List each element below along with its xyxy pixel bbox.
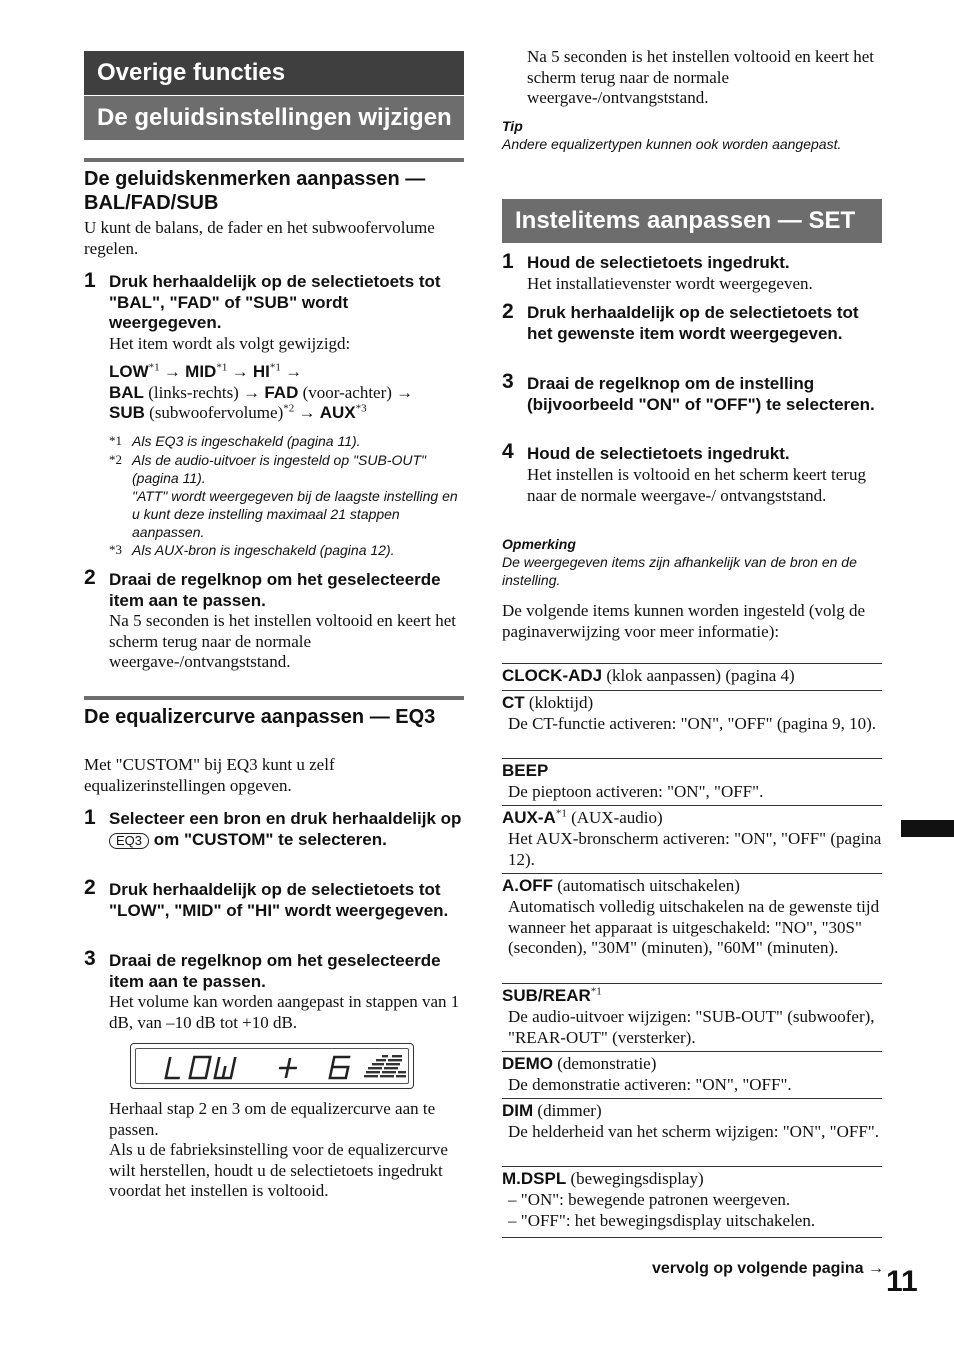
- intro-eq3: Met "CUSTOM" bij EQ3 kunt u zelf equalizerinstellingen opgeven.: [84, 755, 335, 795]
- step-body: Het instellen is voltooid en het scherm keert terug naar de normale weergave-/ ontvangststand.: [527, 465, 866, 505]
- section-band-geluid: [84, 96, 464, 140]
- section-rule: [84, 696, 464, 700]
- section-band-overige-functies: [84, 51, 464, 95]
- eq3-button: EQ3: [109, 833, 149, 849]
- step-number: 4: [502, 440, 514, 463]
- note-heading: Opmerking: [502, 536, 576, 552]
- section-band-set: [502, 199, 882, 243]
- step-body: Het item wordt als volgt gewijzigd:: [109, 334, 351, 353]
- step-number: 3: [84, 947, 96, 970]
- step-text: Houd de selectietoets ingedrukt.: [527, 253, 790, 272]
- footnote-3: *3 Als AUX-bron is ingeschakeld (pagina 12).: [109, 542, 395, 558]
- intro-bal: U kunt de balans, de fader en het subwoofervolume regelen.: [84, 218, 435, 258]
- arrow-right-icon: →: [868, 1260, 884, 1277]
- item-demo: DEMO (demonstratie) De demonstratie activeren: "ON", "OFF".: [502, 1051, 882, 1099]
- step-number: 1: [502, 250, 514, 273]
- tip-heading: Tip: [502, 118, 523, 134]
- section-tab-marker: [901, 820, 954, 837]
- footnote-1: *1 Als EQ3 is ingeschakeld (pagina 11).: [109, 433, 361, 449]
- item-aux-a: AUX-$A^{*1}$ (AUX-audio) Het AUX-bronscherm activeren: "ON", "OFF" (pagina 12).: [502, 805, 882, 874]
- step-number: 1: [84, 269, 96, 292]
- items-intro: De volgende items kunnen worden ingesteld (volg de paginaverwijzing voor meer informatie):: [502, 601, 866, 641]
- section-rule: [84, 158, 464, 162]
- step-number: 3: [502, 370, 514, 393]
- continued-body: Na 5 seconden is het instellen voltooid en keert het scherm terug naar de normale weergave-/ontvangststand.: [527, 47, 874, 107]
- step-number: 2: [84, 566, 96, 589]
- step-number: 1: [84, 806, 96, 829]
- after-text-1: Herhaal stap 2 en 3 om de equalizercurve aan te passen.: [109, 1099, 436, 1139]
- step-number: 2: [502, 300, 514, 323]
- band-title: Overige functies: [97, 59, 286, 86]
- step-text: Druk herhaaldelijk op de selectietoets tot het gewenste item wordt weergegeven.: [527, 303, 859, 343]
- item-dim: DIM (dimmer) De helderheid van het scherm wijzigen: "ON", "OFF".: [502, 1098, 882, 1167]
- step-number: 2: [84, 876, 96, 899]
- lcd-display: [130, 1043, 414, 1089]
- tip-text: Andere equalizertypen kunnen ook worden aangepast.: [502, 136, 842, 152]
- step-body: Na 5 seconden is het instellen voltooid en keert het scherm terug naar de normale weergave-/ontvangststand.: [109, 611, 456, 671]
- item-beep: BEEP De pieptoon activeren: "ON", "OFF".: [502, 758, 882, 806]
- step-text: Druk herhaaldelijk op de selectietoets tot "BAL", "FAD" of "SUB" wordt weergegeven.: [109, 272, 441, 332]
- note-text: De weergegeven items zijn afhankelijk van de bron en de instelling.: [502, 554, 857, 588]
- item-ct: CT (kloktijd) De CT-functie activeren: "ON", "OFF" (pagina 9, 10).: [502, 690, 882, 759]
- page-number: 11: [886, 1265, 918, 1298]
- item-m-dspl: M.DSPL (bewegingsdisplay) – "ON": bewegende patronen weergeven. – "OFF": het bewegingsdisplay uitschakelen.: [502, 1166, 882, 1238]
- step-text: Selecteer een bron en druk herhaaldelijk op EQ3 om "CUSTOM" te selecteren.: [109, 809, 462, 849]
- footnote-2: *2 Als de audio-uitvoer is ingesteld op "SUB-OUT" (pagina 11). "ATT" wordt weergegeven bij de laagste instelling en u kunt deze instelling maximaal 21 stappen aanpassen.: [109, 452, 458, 540]
- lcd-frame: [135, 1048, 409, 1084]
- band-title: De geluidsinstellingen wijzigen: [97, 104, 452, 131]
- heading-eq3: De equalizercurve aanpassen — EQ3: [84, 706, 436, 728]
- item-a-off: A.OFF (automatisch uitschakelen) Automatisch volledig uitschakelen na de gewenste tijd wanneer het apparaat is uitgeschakeld: "NO", "30S" (seconden), "30M" (minuten), "60M" (minuten).: [502, 873, 882, 984]
- after-text-2: Als u de fabrieksinstelling voor de equalizercurve wilt herstellen, houdt u de selectietoets ingedrukt voordat het instellen is voltooid.: [109, 1140, 448, 1200]
- step-body: Het volume kan worden aangepast in stappen van 1 dB, van –10 dB tot +10 dB.: [109, 992, 460, 1032]
- item-sub-rear: SUB/REAR$^{*1}$ De audio-uitvoer wijzigen: "SUB-OUT" (subwoofer), "REAR-OUT" (versterker).: [502, 983, 882, 1052]
- change-sequence: LOW$^{*1}$ → MID$^{*1}$ → HI$^{*1}$ → BAL (links-rechts) → FAD (voor-achter) → SUB (subwoofervolume)$^{*2}$ → AUX$^{*3}$: [109, 361, 414, 422]
- step-text: Draai de regelknop om de instelling (bijvoorbeeld "ON" of "OFF") te selecteren.: [527, 374, 875, 414]
- lcd-readout: [136, 1049, 410, 1085]
- continued-next-page: vervolg op volgende pagina →: [651, 1260, 884, 1277]
- eq-bars-icon: [364, 1055, 406, 1077]
- step-text: Draai de regelknop om het geselecteerde item aan te passen.: [109, 570, 441, 610]
- item-clock-adj: CLOCK-ADJ (klok aanpassen) (pagina 4): [502, 663, 882, 690]
- step-text: Houd de selectietoets ingedrukt.: [527, 444, 790, 463]
- step-text: Draai de regelknop om het geselecteerde item aan te passen.: [109, 951, 441, 991]
- step-text: Druk herhaaldelijk op de selectietoets tot "LOW", "MID" of "HI" wordt weergegeven.: [109, 880, 449, 920]
- band-title: Instelitems aanpassen — SET: [515, 207, 856, 234]
- heading-bal-fad-sub: De geluidskenmerken aanpassen — BAL/FAD/SUB: [84, 168, 426, 214]
- step-body: Het installatievenster wordt weergegeven.: [527, 274, 813, 293]
